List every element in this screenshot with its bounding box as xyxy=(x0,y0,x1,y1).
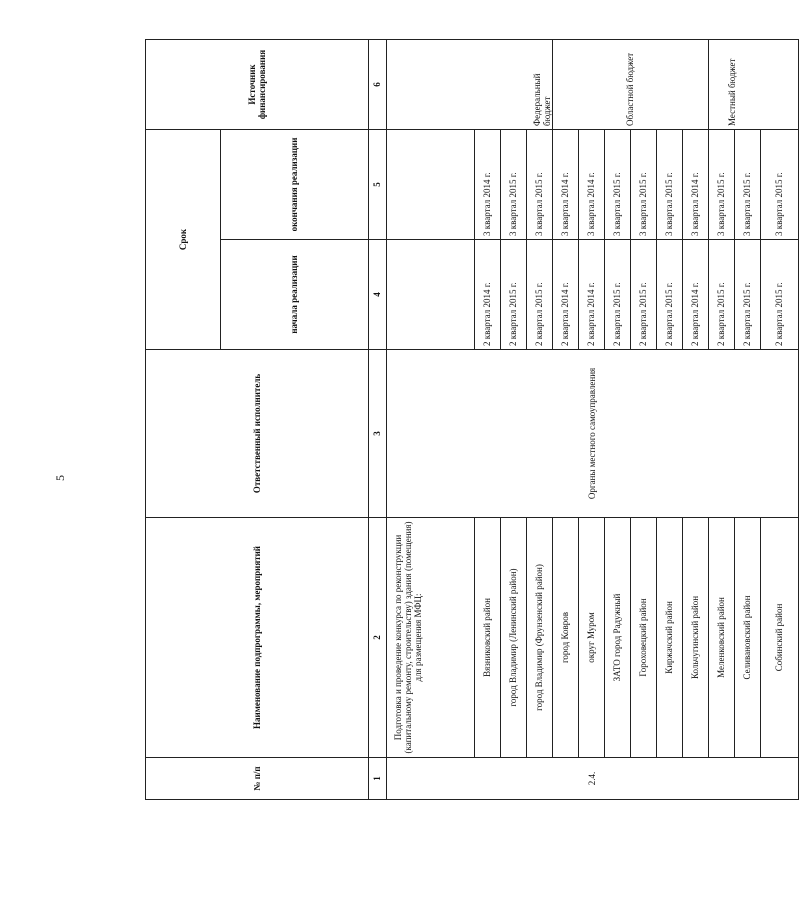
header-row xyxy=(146,39,221,799)
row-start: 2 квартал 2015 г. xyxy=(526,240,552,350)
row-end: 3 квартал 2015 г. xyxy=(734,129,760,239)
header-name: Наименование подпрограммы, мероприятий xyxy=(146,518,369,758)
page-number: 5 xyxy=(53,475,67,481)
row-start: 2 квартал 2014 г. xyxy=(474,240,500,350)
row-end: 3 квартал 2014 г. xyxy=(682,129,708,239)
row-start: 2 квартал 2015 г. xyxy=(734,240,760,350)
row-end: 3 квартал 2015 г. xyxy=(708,129,734,239)
row-end: 3 квартал 2015 г. xyxy=(760,129,798,239)
col-number-2: 2 xyxy=(368,518,386,758)
main-end-cell xyxy=(386,129,474,239)
executor-cell: Органы местного самоуправления xyxy=(386,350,798,518)
measures-table xyxy=(145,39,799,800)
item-number: 2.4. xyxy=(386,758,798,800)
row-start: 2 квартал 2015 г. xyxy=(500,240,526,350)
main-measure-row xyxy=(386,39,474,799)
row-start: 2 квартал 2015 г. xyxy=(630,240,656,350)
row-start: 2 квартал 2015 г. xyxy=(760,240,798,350)
row-name: Собинский район xyxy=(760,518,798,758)
header-start: начала реализации xyxy=(221,240,369,350)
row-end: 3 квартал 2015 г. xyxy=(526,129,552,239)
row-name: Селивановский район xyxy=(734,518,760,758)
row-name: город Ковров xyxy=(552,518,578,758)
row-end: 3 квартал 2014 г. xyxy=(552,129,578,239)
row-start: 2 квартал 2015 г. xyxy=(656,240,682,350)
row-name: ЗАТО город Радужный xyxy=(604,518,630,758)
row-end: 3 квартал 2014 г. xyxy=(578,129,604,239)
funding-source-regional: Областной бюджет xyxy=(552,39,708,129)
column-number-row xyxy=(368,39,386,799)
header-num: № п/п xyxy=(146,758,369,800)
row-start: 2 квартал 2014 г. xyxy=(578,240,604,350)
row-name: Вязниковский район xyxy=(474,518,500,758)
main-measure-text: Подготовка и проведение конкурса по реконструкции (капитальному ремонту, строительству) здания (помещения) для размещения МФЦ: xyxy=(386,518,474,758)
row-name: город Владимир (Ленинский район) xyxy=(500,518,526,758)
header-executor: Ответственный исполнитель xyxy=(146,350,369,518)
row-name: Меленковский район xyxy=(708,518,734,758)
document-table-wrapper xyxy=(145,40,785,800)
col-number-4: 4 xyxy=(368,240,386,350)
row-name: город Владимир (Фрунзенский район) xyxy=(526,518,552,758)
main-start-cell xyxy=(386,240,474,350)
header-source: Источник финансирования xyxy=(146,39,369,129)
row-name: Киржачский район xyxy=(656,518,682,758)
row-start: 2 квартал 2015 г. xyxy=(708,240,734,350)
row-name: округ Муром xyxy=(578,518,604,758)
row-start: 2 квартал 2014 г. xyxy=(552,240,578,350)
header-term: Срок xyxy=(146,129,221,349)
row-end: 3 квартал 2015 г. xyxy=(630,129,656,239)
row-end: 3 квартал 2015 г. xyxy=(604,129,630,239)
row-end: 3 квартал 2014 г. xyxy=(474,129,500,239)
row-name: Кольчугинский район xyxy=(682,518,708,758)
row-name: Гороховецкий район xyxy=(630,518,656,758)
funding-source-federal: Федеральный бюджет xyxy=(386,39,552,129)
row-end: 3 квартал 2015 г. xyxy=(500,129,526,239)
col-number-6: 6 xyxy=(368,39,386,129)
col-number-3: 3 xyxy=(368,350,386,518)
funding-source-local: Местный бюджет xyxy=(708,39,798,129)
row-end: 3 квартал 2015 г. xyxy=(656,129,682,239)
header-end: окончания реализации xyxy=(221,129,369,239)
col-number-5: 5 xyxy=(368,129,386,239)
row-start: 2 квартал 2015 г. xyxy=(604,240,630,350)
col-number-1: 1 xyxy=(368,758,386,800)
row-start: 2 квартал 2014 г. xyxy=(682,240,708,350)
